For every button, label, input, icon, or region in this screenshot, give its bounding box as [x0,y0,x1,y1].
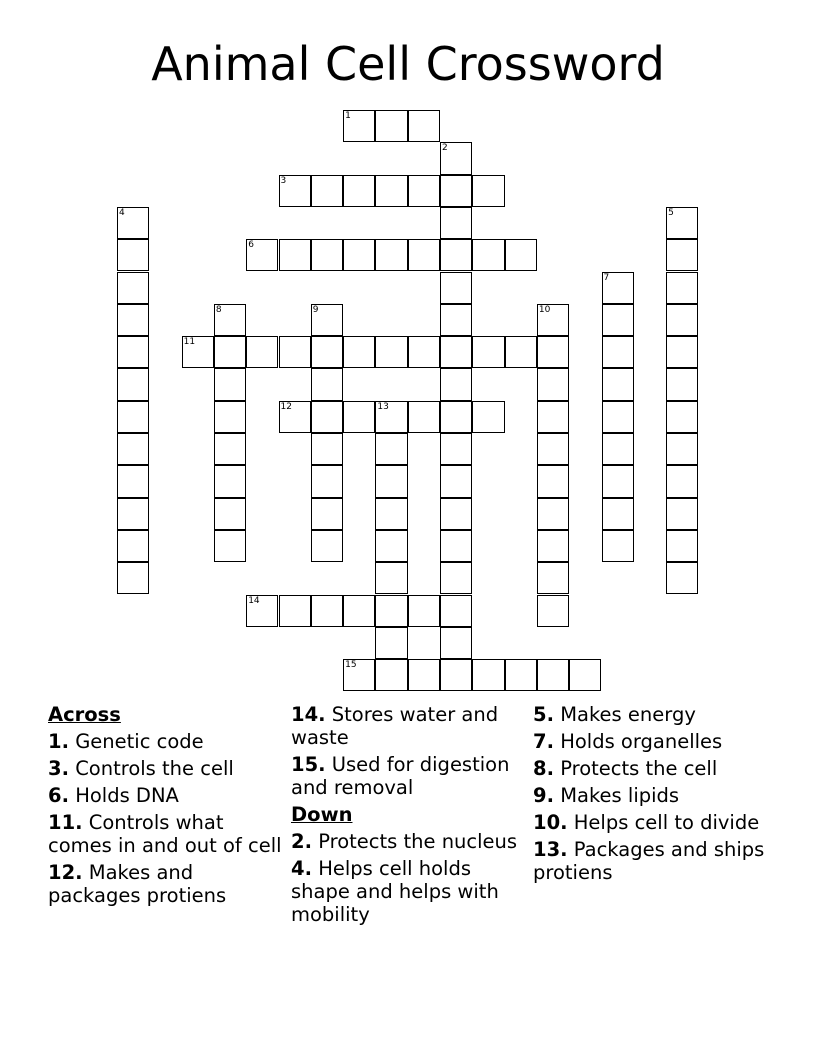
grid-cell[interactable] [537,465,569,497]
grid-cell[interactable] [343,110,375,142]
grid-cell[interactable] [214,304,246,336]
grid-cell[interactable] [117,336,149,368]
grid-cell[interactable] [505,336,537,368]
grid-cell[interactable] [408,595,440,627]
grid-cell[interactable] [375,595,407,627]
grid-cell[interactable] [537,433,569,465]
clue-text: Makes energy [560,703,696,726]
cell-number: 7 [603,272,610,283]
grid-cell[interactable] [117,433,149,465]
grid-cell[interactable] [440,207,472,239]
clue-down-2 [291,830,527,853]
grid-cell[interactable] [602,401,634,433]
clue-number: 11. [48,811,83,834]
clue-text: Holds organelles [560,730,723,753]
clue-number: 12. [48,861,83,884]
grid-cell[interactable] [117,465,149,497]
grid-cell[interactable] [440,433,472,465]
cell-number: 14 [248,595,260,606]
grid-cell[interactable] [375,465,407,497]
clue-column-1 [48,703,284,911]
grid-cell[interactable] [602,465,634,497]
clue-across-12 [48,861,284,907]
grid-cell[interactable] [408,175,440,207]
clue-number: 14. [291,703,326,726]
grid-cell[interactable] [117,304,149,336]
grid-cell[interactable] [311,498,343,530]
grid-cell[interactable] [246,239,278,271]
grid-cell[interactable] [472,336,504,368]
cell-number: 13 [377,401,389,412]
grid-cell[interactable] [569,659,601,691]
grid-cell[interactable] [375,433,407,465]
clue-text: Stores water and waste [291,703,499,749]
grid-cell[interactable] [666,465,698,497]
cell-number: 11 [183,337,196,348]
clue-number: 6. [48,784,69,807]
grid-cell[interactable] [537,562,569,594]
grid-cell[interactable] [440,142,472,174]
cell-number: 15 [345,660,357,671]
grid-cell[interactable] [666,239,698,271]
clue-text: Makes lipids [560,784,680,807]
grid-cell[interactable] [440,368,472,400]
grid-cell[interactable] [666,207,698,239]
grid-cell[interactable] [537,659,569,691]
grid-cell[interactable] [440,239,472,271]
grid-cell[interactable] [472,175,504,207]
grid-cell[interactable] [666,562,698,594]
clue-text: Genetic code [75,730,204,753]
clue-down-8 [533,757,803,780]
grid-cell[interactable] [343,175,375,207]
grid-cell[interactable] [311,433,343,465]
clue-number: 13. [533,838,568,861]
grid-cell[interactable] [117,401,149,433]
cell-number: 6 [248,240,254,251]
grid-cell[interactable] [440,530,472,562]
cell-number: 8 [215,304,222,315]
grid-cell[interactable] [602,272,634,304]
grid-cell[interactable] [214,530,246,562]
grid-cell[interactable] [408,239,440,271]
grid-cell[interactable] [440,465,472,497]
cell-number: 10 [538,304,551,315]
grid-cell[interactable] [343,239,375,271]
clue-text: Helps cell to divide [573,811,760,834]
grid-cell[interactable] [311,239,343,271]
grid-cell[interactable] [343,595,375,627]
clue-text: Packages and ships protiens [533,838,765,884]
clue-text: Protects the nucleus [318,830,518,853]
clue-text: Holds DNA [75,784,179,807]
clue-text: Protects the cell [560,757,718,780]
grid-cell[interactable] [375,530,407,562]
grid-cell[interactable] [214,401,246,433]
clue-number: 9. [533,784,554,807]
cell-number: 1 [345,111,351,121]
grid-cell[interactable] [440,498,472,530]
grid-cell[interactable] [537,401,569,433]
grid-cell[interactable] [666,401,698,433]
cell-number: 12 [280,401,292,412]
grid-cell[interactable] [537,336,569,368]
grid-cell[interactable] [602,498,634,530]
grid-cell[interactable] [214,433,246,465]
clue-text: Makes and packages protiens [48,861,227,907]
clue-down-7 [533,730,803,753]
grid-cell[interactable] [602,368,634,400]
down-heading: Down [291,803,353,826]
cell-number: 4 [119,207,125,218]
grid-cell[interactable] [311,175,343,207]
clue-number: 5. [533,703,554,726]
grid-cell[interactable] [117,207,149,239]
grid-cell[interactable] [117,239,149,271]
grid-cell[interactable] [472,401,504,433]
grid-cell[interactable] [311,368,343,400]
clue-across-1 [48,730,284,753]
grid-cell[interactable] [375,498,407,530]
grid-cell[interactable] [666,433,698,465]
grid-cell[interactable] [602,433,634,465]
grid-cell[interactable] [214,336,246,368]
grid-cell[interactable] [537,530,569,562]
grid-cell[interactable] [375,336,407,368]
grid-cell[interactable] [375,175,407,207]
clue-text: Helps cell holds shape and helps with mobility [291,857,499,926]
grid-cell[interactable] [117,530,149,562]
grid-cell[interactable] [214,498,246,530]
grid-cell[interactable] [214,368,246,400]
grid-cell[interactable] [375,659,407,691]
clue-down-9 [533,784,803,807]
clue-down-13 [533,838,803,884]
grid-cell[interactable] [117,562,149,594]
grid-cell[interactable] [666,272,698,304]
grid-cell[interactable] [408,659,440,691]
cell-number: 5 [668,207,674,218]
clue-down-10 [533,811,803,834]
grid-cell[interactable] [472,659,504,691]
grid-cell[interactable] [440,595,472,627]
grid-cell[interactable] [408,401,440,433]
grid-cell[interactable] [537,595,569,627]
clue-number: 10. [533,811,568,834]
clue-across-14 [291,703,527,749]
clue-number: 7. [533,730,554,753]
grid-cell[interactable] [311,465,343,497]
grid-cell[interactable] [440,304,472,336]
grid-cell[interactable] [246,595,278,627]
grid-cell[interactable] [505,239,537,271]
grid-cell[interactable] [666,336,698,368]
grid-cell[interactable] [279,595,311,627]
grid-cell[interactable] [343,659,375,691]
grid-cell[interactable] [343,336,375,368]
grid-cell[interactable] [311,530,343,562]
cell-number: 9 [312,304,319,315]
grid-cell[interactable] [311,401,343,433]
grid-cell[interactable] [311,304,343,336]
grid-cell[interactable] [311,595,343,627]
grid-cell[interactable] [666,368,698,400]
grid-cell[interactable] [408,110,440,142]
grid-cell[interactable] [440,627,472,659]
grid-cell[interactable] [537,304,569,336]
grid-cell[interactable] [666,304,698,336]
grid-cell[interactable] [311,336,343,368]
grid-cell[interactable] [602,530,634,562]
grid-cell[interactable] [472,239,504,271]
clue-text: Controls what comes in and out of cell [48,811,282,857]
grid-cell[interactable] [279,336,311,368]
clue-text: Controls the cell [75,757,234,780]
clue-number: 3. [48,757,69,780]
grid-cell[interactable] [602,304,634,336]
clue-across-3 [48,757,284,780]
grid-cell[interactable] [182,336,214,368]
across-heading: Across [48,703,121,726]
grid-cell[interactable] [440,401,472,433]
grid-cell[interactable] [537,368,569,400]
grid-cell[interactable] [537,498,569,530]
grid-cell[interactable] [343,401,375,433]
grid-cell[interactable] [408,336,440,368]
grid-cell[interactable] [440,562,472,594]
grid-cell[interactable] [279,239,311,271]
grid-cell[interactable] [375,562,407,594]
grid-cell[interactable] [117,272,149,304]
grid-cell[interactable] [246,336,278,368]
grid-cell[interactable] [375,110,407,142]
grid-cell[interactable] [440,659,472,691]
clue-across-6 [48,784,284,807]
grid-cell[interactable] [279,175,311,207]
grid-cell[interactable] [505,659,537,691]
clue-across-15 [291,753,527,799]
clue-number: 15. [291,753,326,776]
clue-number: 2. [291,830,312,853]
grid-cell[interactable] [214,465,246,497]
grid-cell[interactable] [117,498,149,530]
clue-number: 4. [291,857,312,880]
grid-cell[interactable] [375,401,407,433]
grid-cell[interactable] [440,272,472,304]
grid-cell[interactable] [117,368,149,400]
clue-column-3 [533,703,803,888]
cell-number: 2 [442,143,448,154]
grid-cell[interactable] [440,336,472,368]
clue-across-11 [48,811,284,857]
page-title: Animal Cell Crossword [151,37,665,91]
grid-cell[interactable] [666,530,698,562]
grid-cell[interactable] [440,175,472,207]
grid-cell[interactable] [666,498,698,530]
clue-down-5 [533,703,803,726]
clue-text: Used for digestion and removal [291,753,510,799]
clue-column-2 [291,703,527,930]
grid-cell[interactable] [279,401,311,433]
grid-cell[interactable] [602,336,634,368]
clue-down-4 [291,857,527,926]
clue-number: 1. [48,730,69,753]
clue-number: 8. [533,757,554,780]
cell-number: 3 [280,175,287,186]
grid-cell[interactable] [375,627,407,659]
grid-cell[interactable] [375,239,407,271]
